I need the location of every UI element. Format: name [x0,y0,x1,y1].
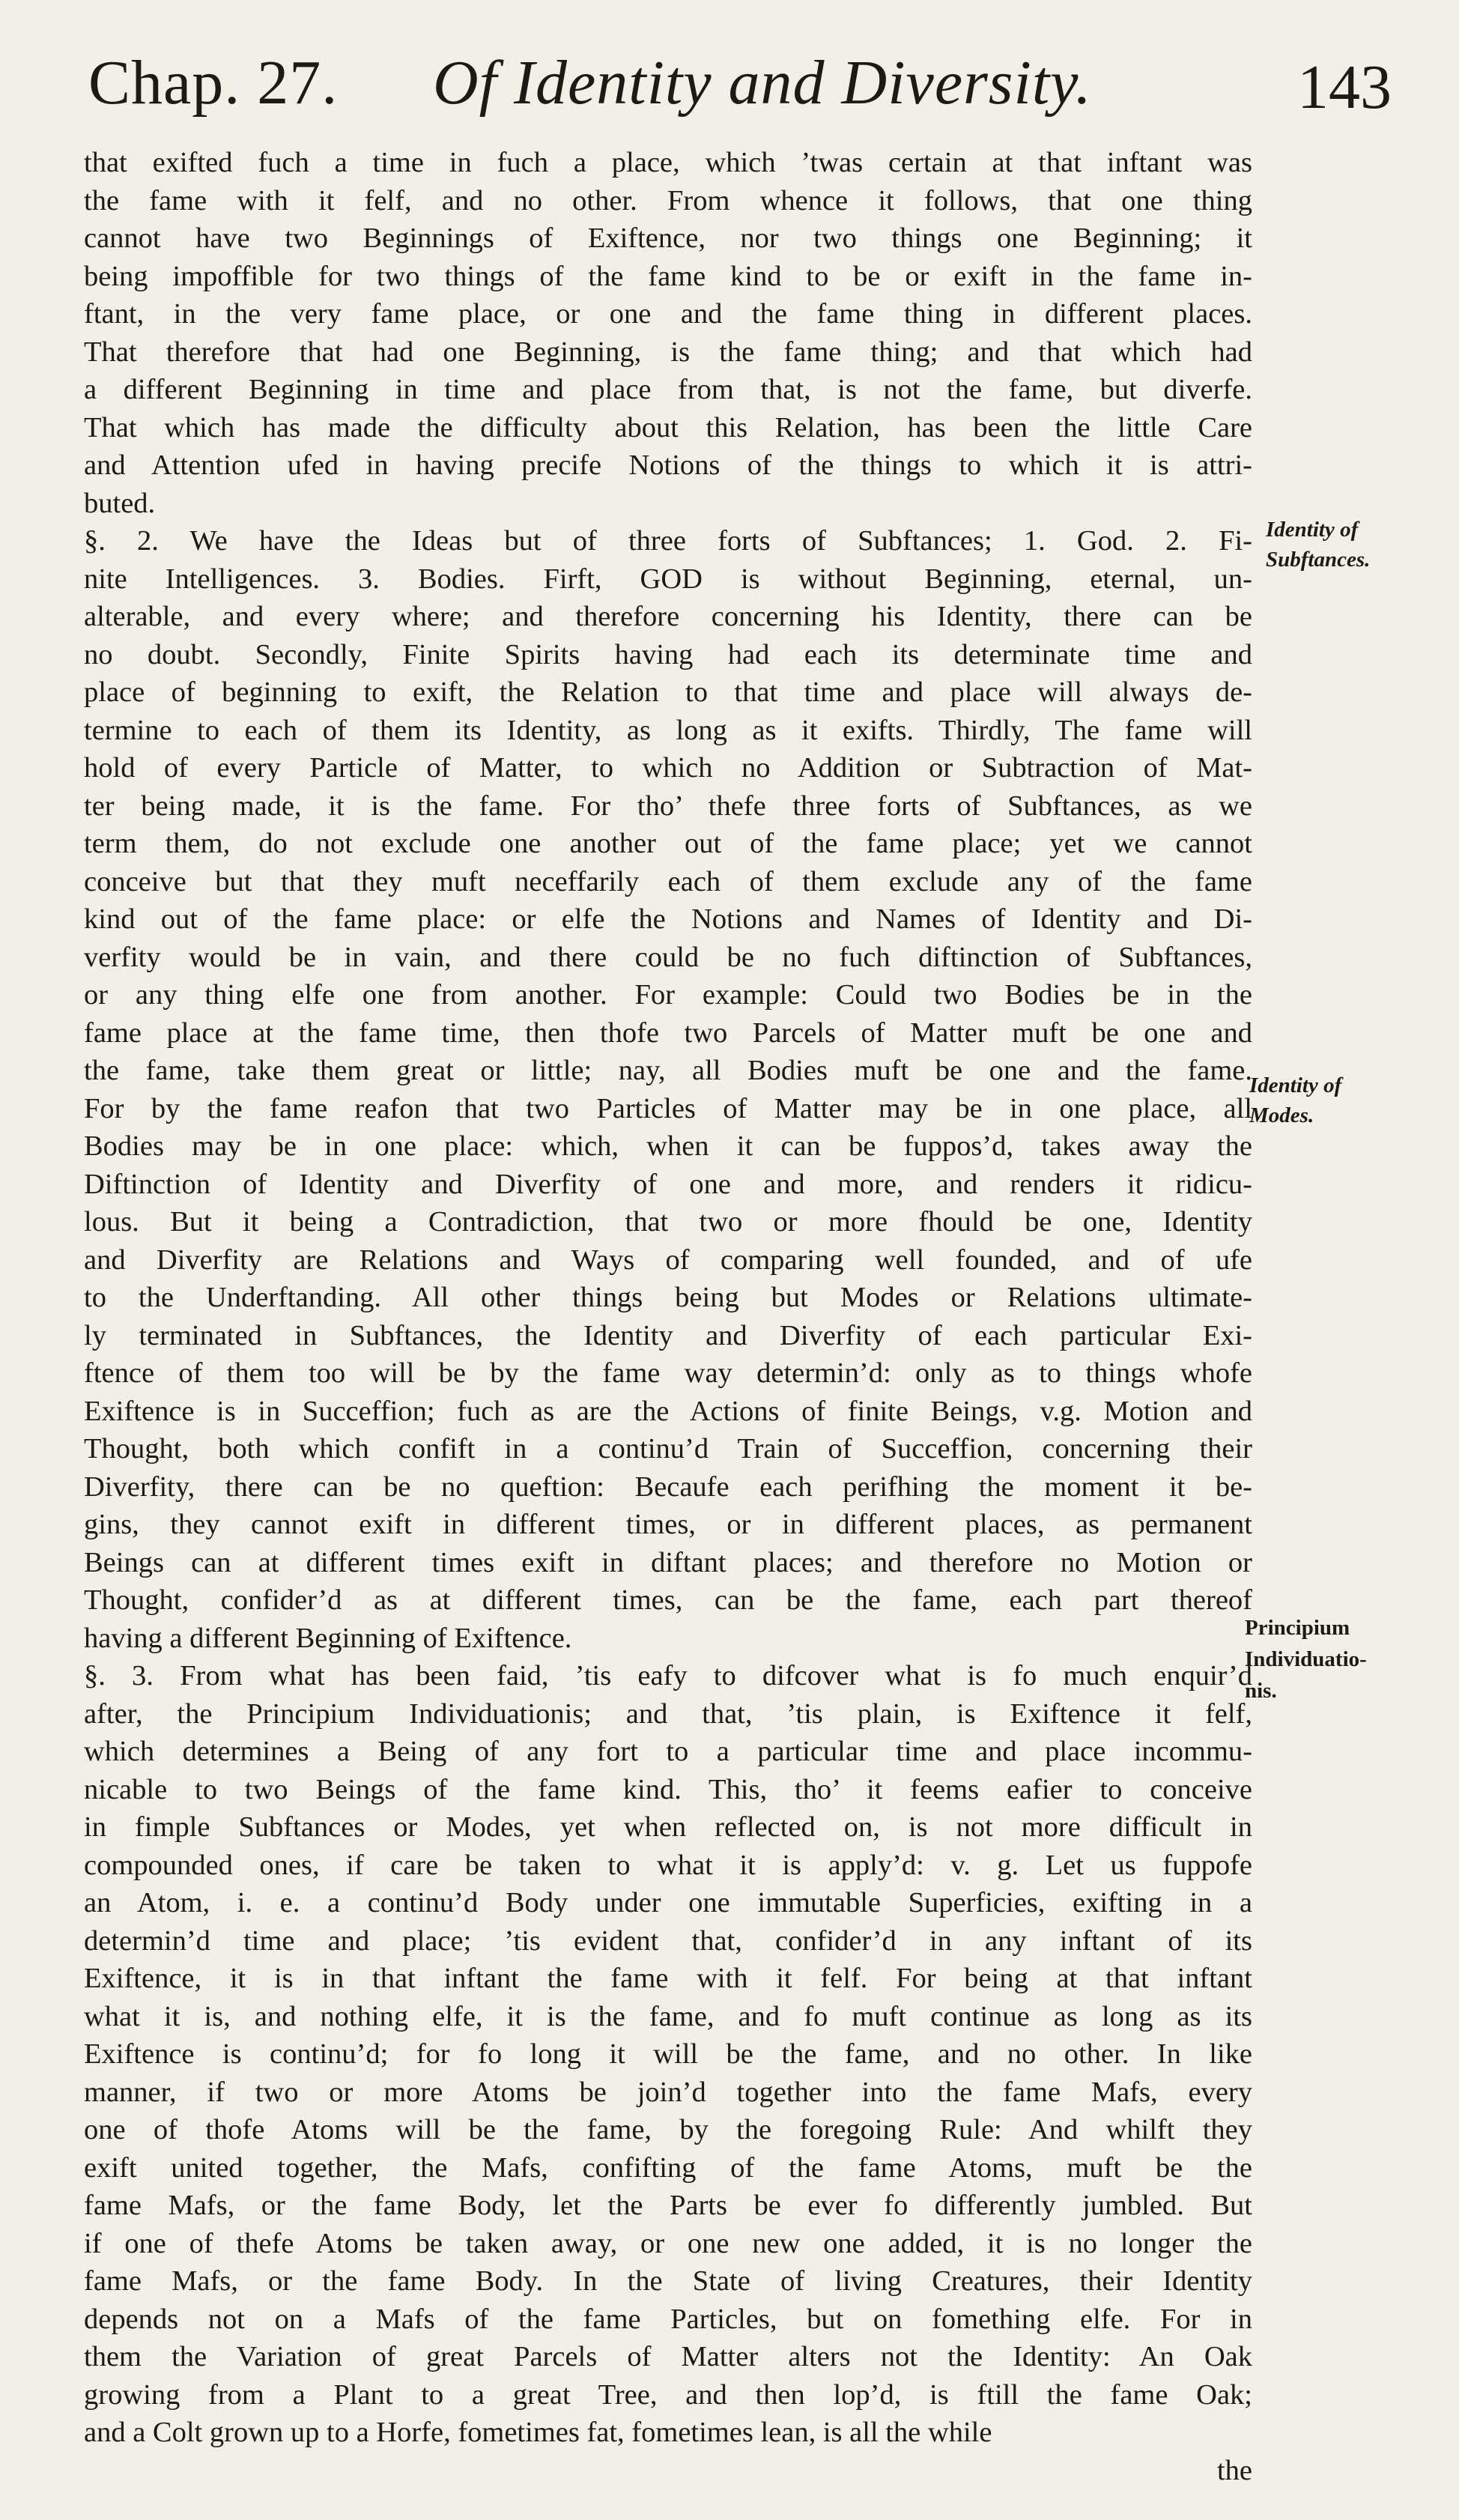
text-line: Diftinction of Identity and Diverfity of one and more, and renders it ridicu- [84,1168,1252,1200]
text-line: lous. But it being a Contradiction, that two or more fhould be one, Identity [84,1206,1252,1238]
text-line: them the Variation of great Parcels of Matter alters not the Identity: An Oak [84,2341,1252,2372]
text-line: §. 3. From what has been faid, ’tis eafy to difcover what is fo much enquir’d [84,1660,1252,1691]
text-line: ly terminated in Subftances, the Identity and Diverfity of each particular Exi- [84,1319,1252,1351]
text-line: termine to each of them its Identity, as long as it exifts. Thirdly, The fame will [84,714,1252,746]
text-line: fame Mafs, or the fame Body, let the Parts be ever fo differently jumbled. But [84,2190,1252,2221]
text-line: fame Mafs, or the fame Body. In the State of living Creatures, their Identity [84,2265,1252,2297]
text-line: and a Colt grown up to a Horfe, fometimes fat, fometimes lean, is all the while [84,2417,992,2448]
text-line: verfity would be in vain, and there could be no fuch diftinction of Subftances, [84,941,1252,973]
margin-note-individuationis-end: nis. [1245,1679,1277,1703]
body-text [84,144,1252,2489]
text-line: compounded ones, if care be taken to what it is apply’d: v. g. Let us fuppofe [84,1849,1252,1881]
text-line: nicable to two Beings of the fame kind. This, tho’ it feems eafier to conceive [84,1773,1252,1805]
margin-note-identity-of-substances: Identity of [1266,518,1359,542]
text-line: the fame with it felf, and no other. From whence it follows, that one thing [84,184,1252,216]
text-line: being impoffible for two things of the fame kind to be or exift in the fame in- [84,260,1252,292]
text-line: if one of thefe Atoms be taken away, or one new one added, it is no longer the [84,2227,1252,2259]
text-line: Beings can at different times exift in diftant places; and therefore no Motion or [84,1546,1252,1578]
text-line: that exifted fuch a time in fuch a place, which ’twas certain at that inftant was [84,147,1252,178]
text-line: and Attention ufed in having precife Notions of the things to which it is attri- [84,449,1252,481]
text-line: depends not on a Mafs of the fame Particles, but on fomething elfe. For in [84,2303,1252,2335]
text-line: what it is, and nothing elfe, it is the fame, and fo muft continue as long as its [84,2000,1252,2032]
text-line: a different Beginning in time and place from that, is not the fame, but diverfe. [84,374,1252,405]
text-line: one of thofe Atoms will be the fame, by the foregoing Rule: And whilft they [84,2114,1252,2145]
text-line: kind out of the fame place: or elfe the Notions and Names of Identity and Di- [84,903,1252,935]
text-line: growing from a Plant to a great Tree, and then lop’d, is ftill the fame Oak; [84,2378,1252,2411]
text-line: to the Underftanding. All other things being but Modes or Relations ultimate- [84,1282,1252,1313]
text-line: having a different Beginning of Exiftence. [84,1622,572,1654]
text-line: term them, do not exclude one another out of the fame place; yet we cannot [84,828,1252,859]
text-line: gins, they cannot exift in different times, or in different places, as permanent [84,1509,1252,1540]
text-line: place of beginning to exift, the Relation to that time and place will always de- [84,676,1252,708]
text-line: Exiftence is continu’d; for fo long it will be the fame, and no other. In like [84,2038,1252,2070]
text-line: That therefore that had one Beginning, is the fame thing; and that which had [84,336,1252,368]
margin-note-principium: Principium [1245,1616,1350,1640]
running-header [88,46,1392,129]
catchword: the [1216,2454,1252,2486]
text-line: Thought, confider’d as at different times, can be the fame, each part thereof [84,1584,1252,1616]
margin-note-individuationis: Individuatio- [1245,1647,1367,1671]
text-line: or any thing elfe one from another. For example: Could two Bodies be in the [84,979,1252,1011]
text-line: Bodies may be in one place: which, when it can be fuppos’d, takes away the [84,1130,1252,1162]
text-line: after, the Principium Individuationis; and that, ’tis plain, is Exiftence it felf, [84,1697,1252,1730]
text-line: Exiftence, it is in that inftant the fame with it felf. For being at that inftant [84,1963,1252,1994]
margin-note-identity-of-modes-cont: Modes. [1249,1103,1314,1127]
chapter-heading: Chap. 27. [88,48,339,118]
text-line: fame place at the fame time, then thofe two Parcels of Matter muft be one and [84,1017,1252,1049]
text-line: buted. [84,487,156,519]
margin-note-identity-of-substances-cont: Subftances. [1266,548,1371,572]
text-line: which determines a Being of any fort to a particular time and place incommu- [84,1736,1252,1767]
text-line: Thought, both which confift in a continu’d Train of Succeffion, concerning their [84,1433,1252,1465]
text-line: conceive but that they muft neceffarily each of them exclude any of the fame [84,865,1252,897]
text-line: hold of every Particle of Matter, to which no Addition or Subtraction of Mat- [84,752,1252,784]
text-line: nite Intelligences. 3. Bodies. Firft, GOD is without Beginning, eternal, un- [84,563,1252,595]
text-line: ftence of them too will be by the fame way determin’d: only as to things whofe [84,1357,1252,1389]
text-line: Diverfity, there can be no queftion: Becaufe each perifhing the moment it be- [84,1470,1252,1503]
text-line: ter being made, it is the fame. For tho’ thefe three forts of Subftances, as we [84,790,1252,822]
text-line: the fame, take them great or little; nay, all Bodies muft be one and the fame. [84,1055,1252,1086]
text-line: an Atom, i. e. a continu’d Body under one immutable Superficies, exifting in a [84,1887,1252,1918]
text-line: and Diverfity are Relations and Ways of comparing well founded, and of ufe [84,1244,1252,1276]
text-line: manner, if two or more Atoms be join’d together into the fame Mafs, every [84,2076,1252,2108]
text-line: cannot have two Beginnings of Exiftence, nor two things one Beginning; it [84,222,1252,254]
text-line: §. 2. We have the Ideas but of three forts of Subftances; 1. God. 2. Fi- [84,525,1252,557]
text-line: alterable, and every where; and therefore concerning his Identity, there can be [84,601,1252,632]
text-line: no doubt. Secondly, Finite Spirits having had each its determinate time and [84,638,1252,670]
text-line: Exiftence is in Succeffion; fuch as are the Actions of finite Beings, v.g. Motion and [84,1395,1252,1427]
text-line: That which has made the difficulty about this Relation, has been the little Care [84,411,1252,443]
text-line: ftant, in the very fame place, or one and the fame thing in different places. [84,298,1252,330]
text-line: exift united together, the Mafs, confifting of the fame Atoms, muft be the [84,2151,1252,2184]
text-line: For by the fame reafon that two Particles of Matter may be in one place, all [84,1092,1252,1124]
margin-note-identity-of-modes: Identity of [1249,1073,1342,1097]
text-line: in fimple Subftances or Modes, yet when reflected on, is not more difficult in [84,1811,1252,1843]
chapter-title: Of Identity and Diversity. [433,48,1092,118]
page-number: 143 [1297,52,1392,122]
text-line: determin’d time and place; ’tis evident that, confider’d in any inftant of its [84,1924,1252,1957]
